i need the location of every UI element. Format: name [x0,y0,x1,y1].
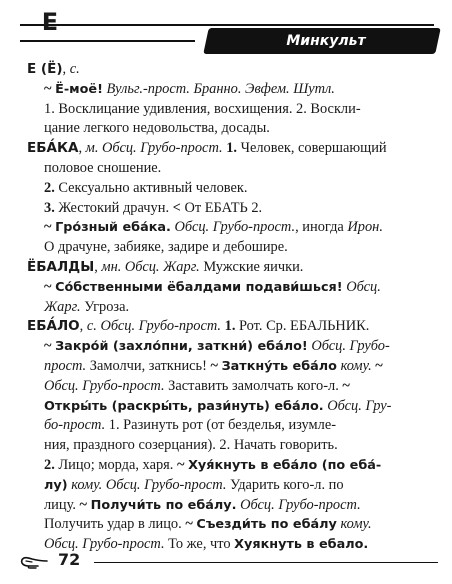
text-run: ния, праздного созерцания). 2. Начать говорить. [44,437,338,454]
text-run: 1. [226,140,238,157]
phrase: лу) [44,477,68,493]
text-run: 1. [224,318,236,335]
text-run: , [94,258,102,275]
text-run: ~ [176,456,189,473]
text-run: лицу. [44,496,80,513]
entry-line [27,337,427,357]
phrase: Получи́ть по еба́лу. [90,497,237,513]
header-rule [20,24,434,26]
dictionary-entry [27,258,427,317]
text-run: Замолчи, заткнись! [86,357,211,374]
text-run: цание легкого недовольства, досады. [44,120,270,137]
entry-line [27,357,427,377]
entry-line [27,278,427,298]
text-run: ~ [44,219,56,236]
usage-label: Обсц. Грубо-прост. [44,536,165,553]
section-letter: Е [41,8,59,36]
usage-label: кому. Обсц. Грубо-прост. [71,476,227,493]
text-run: ~ [375,357,383,374]
phrase: Откры́ть (раскры́ть, рази́нуть) еба́ло. [44,398,324,414]
text-run: ~ [210,357,222,374]
headword: ЕБА́КА [27,140,79,157]
entry-line [27,179,427,199]
entry-headline [27,60,427,80]
entry-line [27,298,427,318]
text-run: половое сношение. [44,159,162,176]
text-run: , [78,140,86,157]
entry-line [27,159,427,179]
text-run: 2. [44,456,55,473]
headword: ЕБА́ЛО [27,318,80,335]
dictionary-entries [27,60,427,555]
entry-headline [27,258,427,278]
text-run: Ударить кого-л. по [226,476,344,493]
text-run: ~ [342,377,350,394]
phrase: Закро́й (захло́пни, заткни́) еба́ло! [55,339,308,355]
text-run: ~ [44,278,56,295]
footer-rule [94,562,438,563]
text-run: Получить удар в лицо. [44,516,186,533]
text-run: Лицо; морда, харя. [54,456,177,473]
entry-line [27,456,427,476]
phrase: Съезди́ть по еба́лу [196,517,337,533]
page-number: 72 [58,550,81,569]
entry-line [27,377,427,397]
dictionary-entry [27,139,427,258]
text-run: О драчуне, забияке, задире и дебошире. [44,239,288,256]
usage-label: с. Обсц. Грубо-прост. [86,318,222,335]
entry-line [27,80,427,100]
text-run: ~ [44,338,56,355]
page-footer [20,550,440,576]
dictionary-entry [27,60,427,139]
dictionary-entry [27,317,427,555]
usage-label: Жарг. [44,298,81,315]
entry-line [27,397,427,417]
usage-label: Обсц. Гру- [327,397,392,414]
usage-label: кому. [340,357,372,374]
usage-label: Ирон. [347,219,383,236]
usage-label: кому. [340,516,372,533]
text-run: , [79,318,87,335]
entry-line [27,496,427,516]
phrase: Гро́зный еба́ка. [55,220,171,236]
usage-label: прост. [44,357,87,374]
entry-line [27,218,427,238]
phrase: Хуякнуть в ебало. [234,537,369,553]
text-run: Человек, совершающий [237,140,387,157]
phrase: Хуя́кнуть в еба́ло (по еба́- [188,457,382,473]
header-banner-text: Минкульт предупреждает: [257,33,395,71]
text-run: Рот. Ср. ЕБАЛЬНИК. [235,318,370,335]
text-run: Угроза. [80,298,130,315]
text-run: 1. Разинуть рот (от безделья, изумле- [105,417,337,434]
text-run: ~ [44,80,56,97]
entry-headline [27,139,427,159]
text-run: Сексуально активный человек. [54,179,248,196]
text-run: < [172,199,181,216]
text-run: От ЕБАТЬ 2. [180,199,263,216]
text-run: 3. [44,199,55,216]
phrase: Заткну́ть еба́ло [221,358,337,374]
entry-line [27,238,427,258]
pointing-hand-icon [20,552,48,570]
usage-label: Обсц. [346,278,381,295]
usage-label: Обсц. Грубо-прост. [174,219,296,236]
headword: Е (Ё) [27,61,63,77]
entry-headline [27,317,427,337]
phrase: Со́бственными ёбалдами подави́шься! [55,279,343,295]
entry-line [27,100,427,120]
usage-label: Обсц. Грубо-прост. [240,496,361,513]
entry-line [27,515,427,535]
usage-label: м. Обсц. Грубо-прост. [85,140,223,157]
text-run: ~ [79,496,91,513]
entry-line [27,119,427,139]
text-run: Заставить замолчать кого-л. [164,377,343,394]
usage-label: Вульг.-прост. Бранно. Эвфем. Шутл. [106,80,335,97]
entry-line [27,436,427,456]
usage-label: бо-прост. [44,417,106,434]
usage-label: с. [69,61,80,77]
text-run: , [62,61,70,77]
text-run: 1. Восклицание удивления, восхищения. 2. Воскли- [44,100,361,117]
text-run: То же, что [164,536,235,553]
usage-label: Обсц. Грубо- [311,338,390,355]
text-run: Мужские яички. [199,258,304,275]
entry-line [27,416,427,436]
text-run: 2. [44,179,55,196]
usage-label: мн. Обсц. Жарг. [101,258,200,275]
header-rule-under [20,40,195,42]
text-run: Жестокий драчун. [54,199,173,216]
text-run: ~ [185,516,197,533]
text-run: , иногда [295,219,348,236]
phrase: Ё-моё! [55,81,103,97]
usage-label: Обсц. Грубо-прост. [44,377,165,394]
entry-line [27,199,427,219]
headword: ЁБАЛДЫ [27,258,95,275]
entry-line [27,476,427,496]
